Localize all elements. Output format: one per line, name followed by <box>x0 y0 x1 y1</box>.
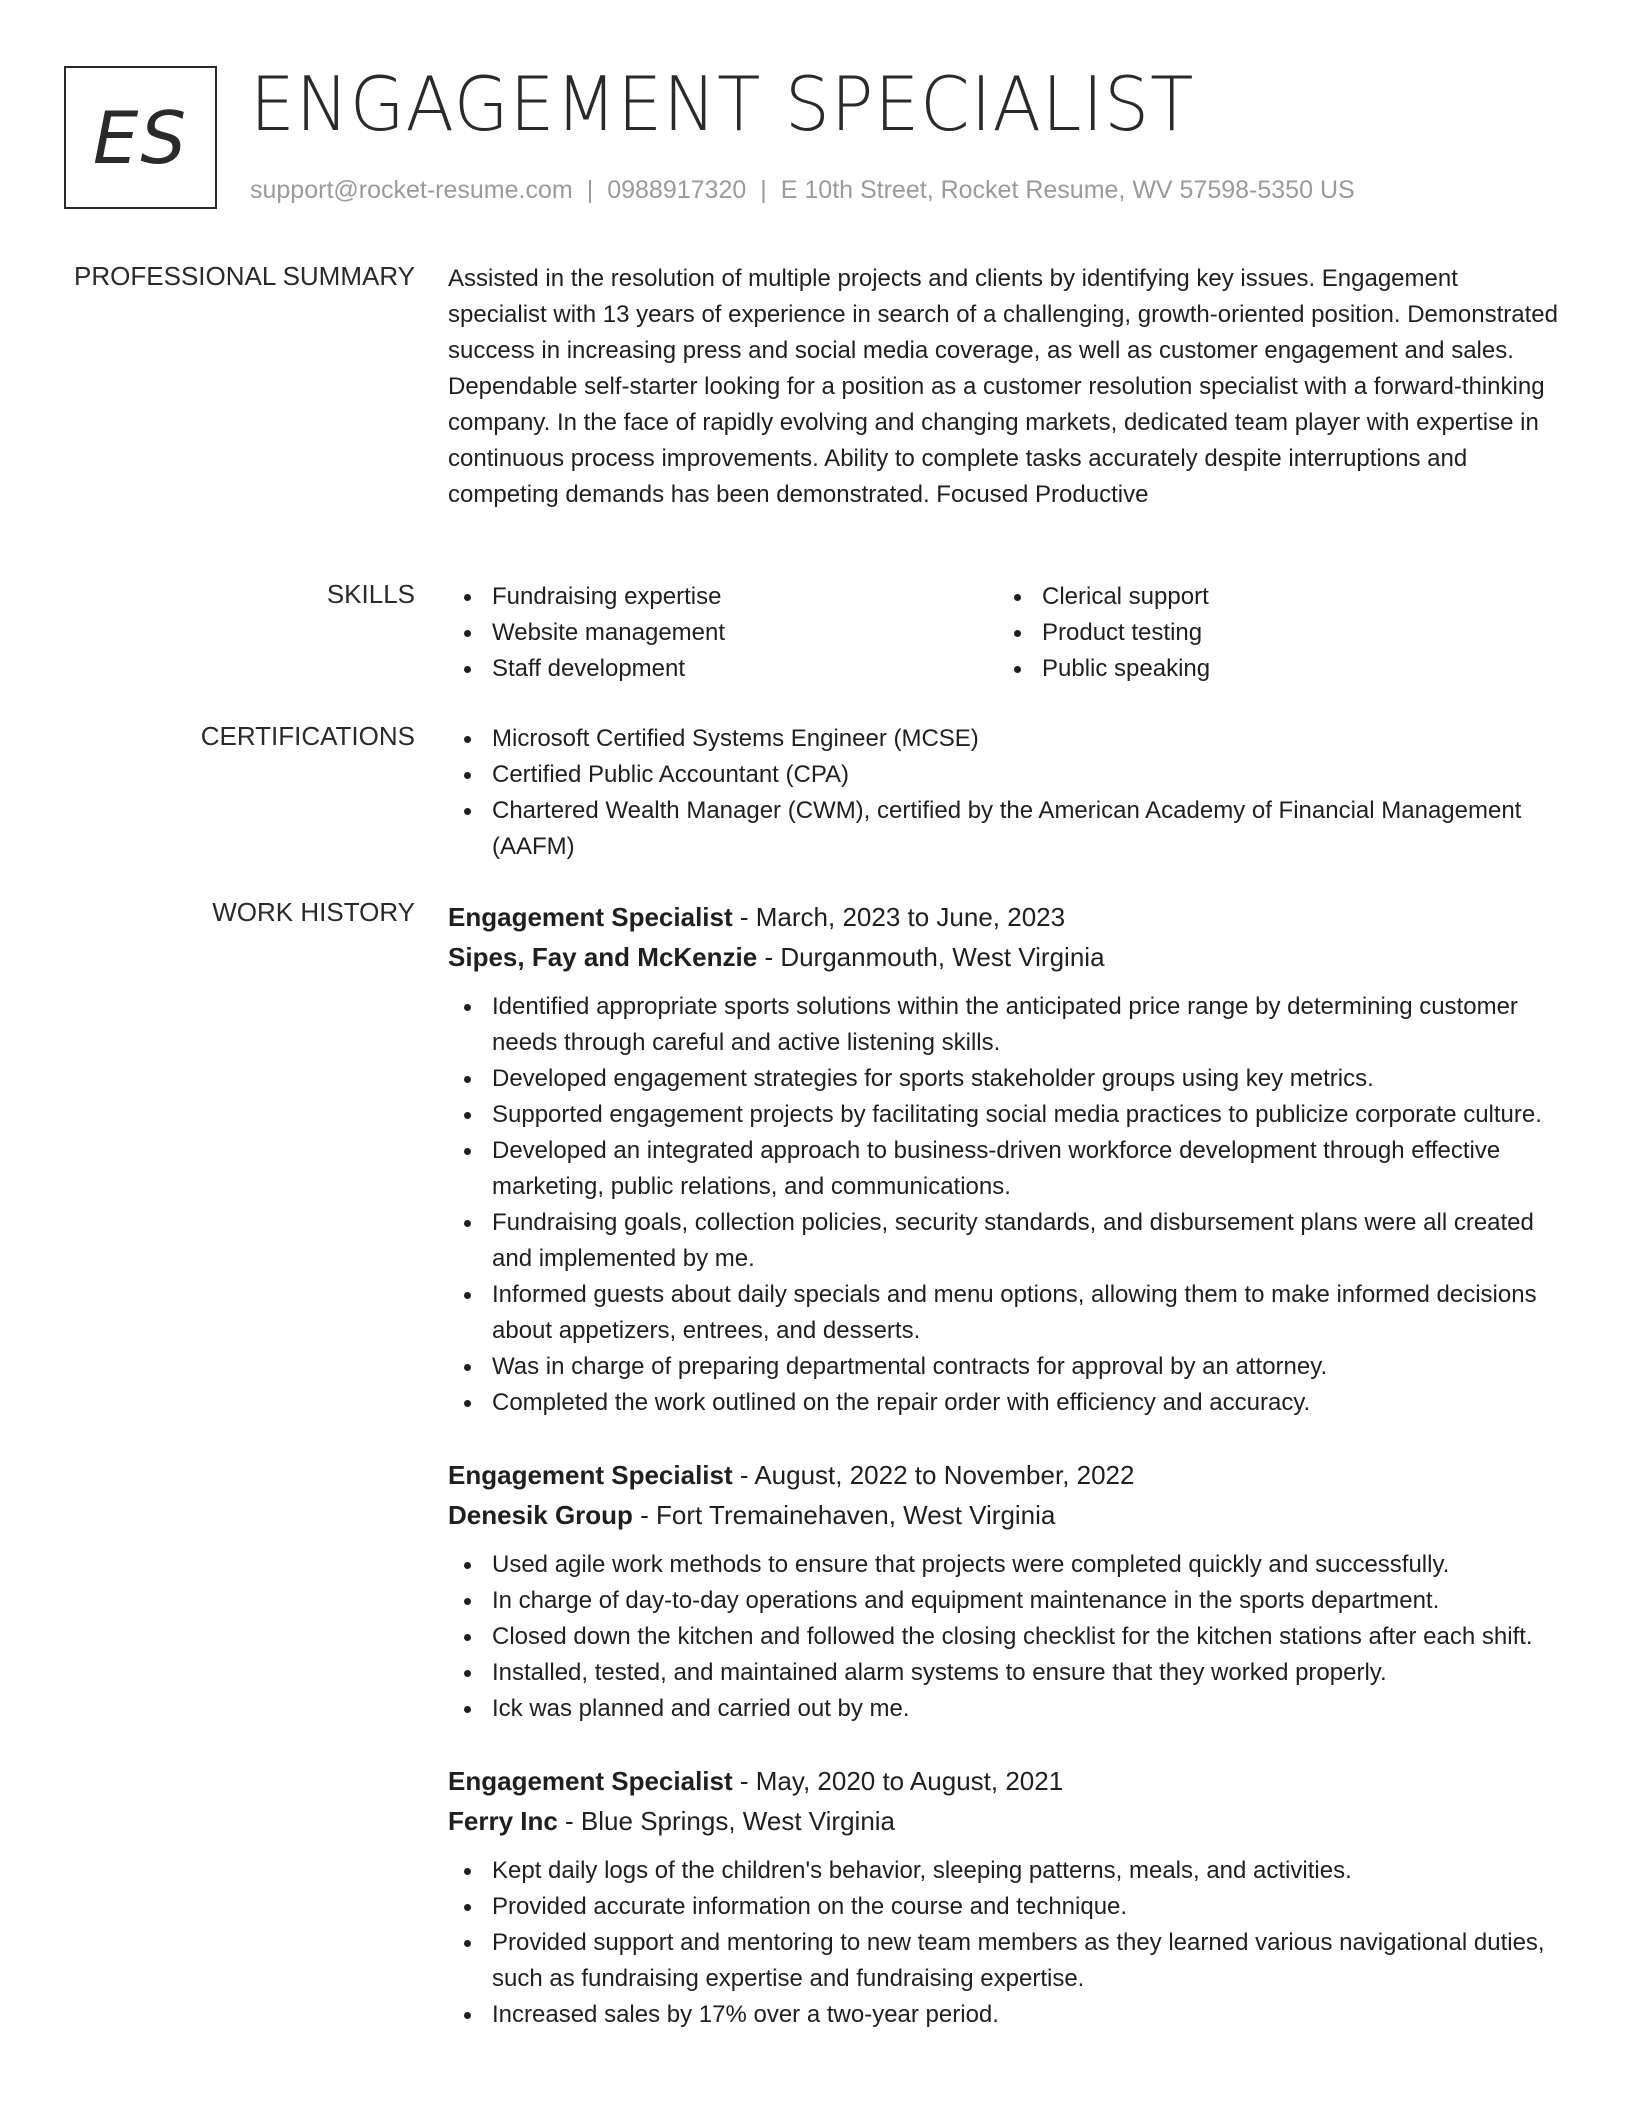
skill-item: Staff development <box>448 651 998 687</box>
job-company-line <box>448 937 1560 977</box>
job-bullet: Informed guests about daily specials and menu options, allowing them to make informed decisions about appetizers, entrees, and desserts. <box>448 1277 1560 1349</box>
skill-item: Public speaking <box>998 651 1548 687</box>
job-bullet: Used agile work methods to ensure that projects were completed quickly and successfully. <box>448 1547 1560 1583</box>
job-dates: - May, 2020 to August, 2021 <box>732 1766 1064 1796</box>
job-bullet: Supported engagement projects by facilitating social media practices to publicize corporate culture. <box>448 1097 1560 1133</box>
contact-address: E 10th Street, Rocket Resume, WV 57598-5350 US <box>780 176 1355 204</box>
job-title: Engagement Specialist <box>448 1460 733 1490</box>
job-bullet: Was in charge of preparing departmental contracts for approval by an attorney. <box>448 1349 1560 1385</box>
certifications-label: CERTIFICATIONS <box>200 721 415 751</box>
skills-list <box>448 579 998 687</box>
job-bullet: In charge of day-to-day operations and equipment maintenance in the sports department. <box>448 1583 1560 1619</box>
job-company: Ferry Inc <box>448 1806 558 1836</box>
contact-line <box>250 176 1355 205</box>
job-bullet: Completed the work outlined on the repair order with efficiency and accuracy. <box>448 1385 1560 1421</box>
job-location: - Durganmouth, West Virginia <box>757 942 1105 972</box>
certification-item: Microsoft Certified Systems Engineer (MCSE) <box>448 721 1560 757</box>
resume-title: ENGAGEMENT SPECIALIST <box>250 60 1195 148</box>
job-title: Engagement Specialist <box>448 1766 733 1796</box>
contact-separator: | <box>760 176 767 204</box>
job-company: Denesik Group <box>448 1500 633 1530</box>
job-bullet: Identified appropriate sports solutions within the anticipated price range by determining customer needs through careful and active listening skills. <box>448 989 1560 1061</box>
monogram-box <box>64 66 217 209</box>
contact-email: support@rocket-resume.com <box>250 176 573 204</box>
job-title-line <box>448 1761 1560 1801</box>
skills-list <box>998 579 1548 687</box>
job-bullet: Developed an integrated approach to business-driven workforce development through effective marketing, public relations, and communications. <box>448 1133 1560 1205</box>
contact-phone: 0988917320 <box>607 176 747 204</box>
job-bullet: Increased sales by 17% over a two-year period. <box>448 1997 1560 2033</box>
job-bullet: Closed down the kitchen and followed the closing checklist for the kitchen stations after each shift. <box>448 1619 1560 1655</box>
job-bullet: Developed engagement strategies for sports stakeholder groups using key metrics. <box>448 1061 1560 1097</box>
summary-label: PROFESSIONAL SUMMARY <box>74 261 415 291</box>
job-company: Sipes, Fay and McKenzie <box>448 942 758 972</box>
work-history-content <box>448 897 1560 2067</box>
skills-label: SKILLS <box>326 579 415 609</box>
certification-item: Certified Public Accountant (CPA) <box>448 757 1560 793</box>
job-bullets <box>448 989 1560 1421</box>
job-bullet: Kept daily logs of the children's behavior, sleeping patterns, meals, and activities. <box>448 1853 1560 1889</box>
skills-columns <box>448 579 1560 687</box>
contact-separator: | <box>586 176 594 204</box>
job-bullets <box>448 1547 1560 1727</box>
summary-text: Assisted in the resolution of multiple projects and clients by identifying key issues. Engagement specialist with 13 years of experience in search of a challenging, growth-oriented position. Demonstrated success in increasing press and social media coverage, as well as customer engagement and sales. Dependable self-starter looking for a position as a customer resolution specialist with a forward-thinking company. In the face of rapidly evolving and changing markets, dedicated team player with expertise in continuous process improvements. Ability to complete tasks accurately despite interruptions and competing demands has been demonstrated. Focused Productive <box>448 265 1558 508</box>
job-dates: - August, 2022 to November, 2022 <box>732 1460 1135 1490</box>
skill-item: Website management <box>448 615 998 651</box>
job-company-line <box>448 1495 1560 1535</box>
skill-item: Fundraising expertise <box>448 579 998 615</box>
job-entry <box>448 1761 1560 2033</box>
job-dates: - March, 2023 to June, 2023 <box>732 902 1066 932</box>
certification-item: Chartered Wealth Manager (CWM), certified by the American Academy of Financial Management (AAFM) <box>448 793 1560 865</box>
job-title-line <box>448 897 1560 937</box>
job-entry <box>448 1455 1560 1727</box>
skill-item: Clerical support <box>998 579 1548 615</box>
job-title-line <box>448 1455 1560 1495</box>
job-bullet: Installed, tested, and maintained alarm systems to ensure that they worked properly. <box>448 1655 1560 1691</box>
job-company-line <box>448 1801 1560 1841</box>
skill-item: Product testing <box>998 615 1548 651</box>
certifications-list <box>448 721 1560 865</box>
job-location: - Fort Tremainehaven, West Virginia <box>632 1500 1056 1530</box>
job-bullet: Ick was planned and carried out by me. <box>448 1691 1560 1727</box>
job-entry <box>448 897 1560 1421</box>
job-bullet: Provided support and mentoring to new team members as they learned various navigational duties, such as fundraising expertise and fundraising expertise. <box>448 1925 1560 1997</box>
job-title: Engagement Specialist <box>448 902 733 932</box>
monogram-initials: ES <box>92 95 189 180</box>
job-bullets <box>448 1853 1560 2033</box>
job-bullet: Provided accurate information on the course and technique. <box>448 1889 1560 1925</box>
job-location: - Blue Springs, West Virginia <box>557 1806 896 1836</box>
work-history-label: WORK HISTORY <box>212 897 415 927</box>
job-bullet: Fundraising goals, collection policies, security standards, and disbursement plans were all created and implemented by me. <box>448 1205 1560 1277</box>
